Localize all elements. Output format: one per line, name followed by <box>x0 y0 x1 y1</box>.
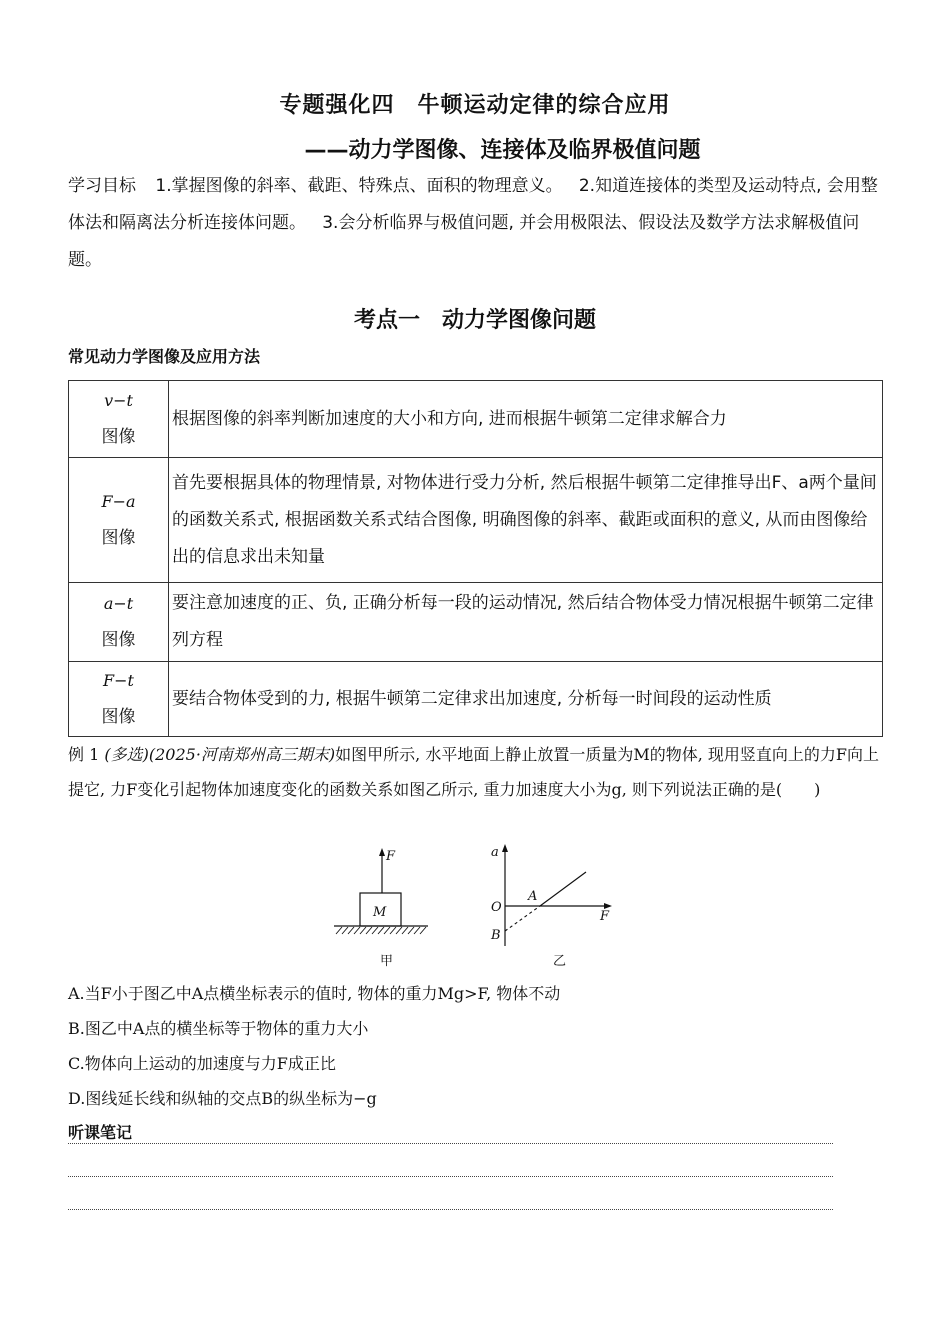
learning-goals <box>68 168 883 279</box>
graph-unit: 图像 <box>101 707 136 727</box>
point-b-label: B <box>491 928 501 943</box>
goal-2: 2.知道连接体的类型及运动特点, 会用整体法和隔离法分析连接体问题。 <box>68 176 878 233</box>
notes-label: 听课笔记 <box>68 1123 133 1142</box>
method-cell: 首先要根据具体的物理情景, 对物体进行受力分析, 然后根据牛顿第二定律推导出F、a两个量间的函数关系式, 根据函数关系式结合图像, 明确图像的斜率、截距或面积的意义, 从而由图像给出的信息求出未知量 <box>169 458 883 583</box>
notes-line <box>68 1176 833 1177</box>
table-heading: 常见动力学图像及应用方法 <box>68 347 261 366</box>
notes-line <box>68 1143 833 1144</box>
table-row <box>69 583 883 662</box>
example-1 <box>68 737 883 807</box>
a-axis-arrowhead <box>502 844 508 852</box>
force-label: F <box>386 849 396 864</box>
graph-type-cell <box>69 458 169 583</box>
method-cell: 要结合物体受到的力, 根据牛顿第二定律求出加速度, 分析每一时间段的运动性质 <box>169 662 883 737</box>
graph-type: F−a <box>101 492 136 511</box>
table-row <box>69 662 883 737</box>
graph-unit: 图像 <box>101 630 136 650</box>
method-cell: 根据图像的斜率判断加速度的大小和方向, 进而根据牛顿第二定律求解合力 <box>169 381 883 458</box>
graph-line <box>540 872 586 906</box>
ground-hatch <box>336 927 426 934</box>
example-label: 例 1 <box>68 745 100 764</box>
notes-line <box>68 1209 833 1210</box>
block-label: M <box>373 905 387 920</box>
origin-label: O <box>491 900 502 915</box>
goal-3: 3.会分析临界与极值问题, 并会用极限法、假设法及数学方法求解极值问题。 <box>68 213 860 270</box>
f-axis-label: F <box>600 909 610 924</box>
graph-unit: 图像 <box>101 427 136 447</box>
option-a: A.当F小于图乙中A点横坐标表示的值时, 物体的重力Mg>F, 物体不动 <box>68 984 561 1003</box>
page-title: 专题强化四 牛顿运动定律的综合应用 <box>279 93 671 118</box>
caption-yi: 乙 <box>553 954 567 969</box>
example-figure <box>330 838 620 973</box>
graph-type: a−t <box>103 594 134 613</box>
option-d: D.图线延长线和纵轴的交点B的纵坐标为−g <box>68 1089 377 1108</box>
graph-type-cell <box>69 583 169 662</box>
graph-type: v−t <box>104 391 133 410</box>
graph-methods-table <box>68 380 883 737</box>
goals-lead: 学习目标 <box>68 176 136 196</box>
force-arrowhead <box>379 848 385 856</box>
graph-type-cell <box>69 662 169 737</box>
section-title: 考点一 动力学图像问题 <box>353 308 596 333</box>
graph-unit: 图像 <box>101 528 136 548</box>
table-row <box>69 458 883 583</box>
graph-type: F−t <box>103 671 134 690</box>
caption-jia: 甲 <box>380 954 394 969</box>
answer-options <box>68 976 560 1116</box>
option-c: C.物体向上运动的加速度与力F成正比 <box>68 1054 336 1073</box>
page-subtitle: ——动力学图像、连接体及临界极值问题 <box>304 138 701 163</box>
a-axis-label: a <box>491 845 499 860</box>
example-tag: (多选)(2025·河南郑州高三期末) <box>104 745 336 764</box>
table-row <box>69 381 883 458</box>
extension-dashed <box>505 906 540 931</box>
example-stem: 如图甲所示, 水平地面上静止放置一质量为M的物体, 现用竖直向上的力F向上提它, 力F变化引起物体加速度变化的函数关系如图乙所示, 重力加速度大小为g, 则下列说法正确的是( ) <box>68 745 879 799</box>
graph-type-cell <box>69 381 169 458</box>
option-b: B.图乙中A点的横坐标等于物体的重力大小 <box>68 1019 369 1038</box>
point-a-label: A <box>528 889 538 904</box>
goal-1: 1.掌握图像的斜率、截距、特殊点、面积的物理意义。 <box>155 176 563 196</box>
method-cell: 要注意加速度的正、负, 正确分析每一段的运动情况, 然后结合物体受力情况根据牛顿第二定律列方程 <box>169 583 883 662</box>
